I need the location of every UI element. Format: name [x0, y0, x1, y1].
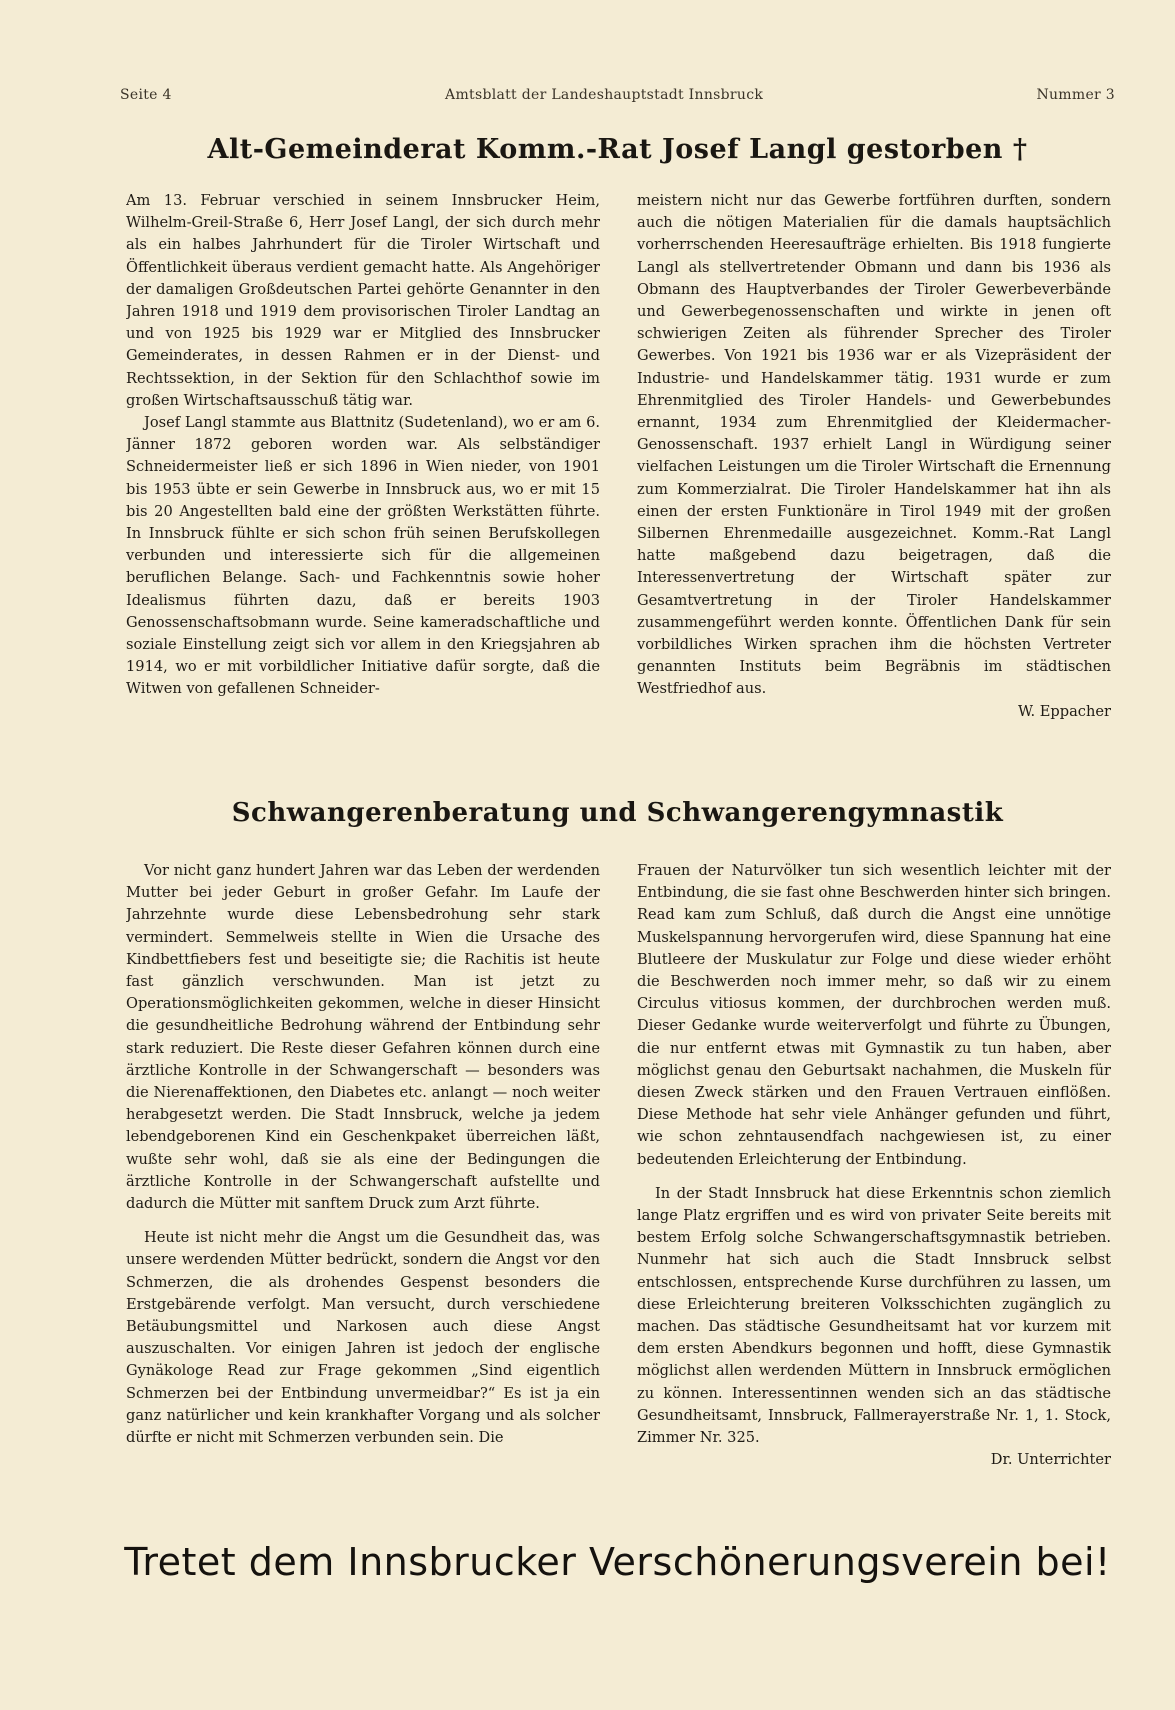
issue-number: Nummer 3 [1036, 87, 1115, 103]
footer-banner: Tretet dem Innsbrucker Verschönerungsverein bei! [124, 1540, 1111, 1584]
page-number: Seite 4 [120, 87, 172, 103]
column-right [637, 860, 1111, 1510]
paragraph: Josef Langl stammte aus Blattnitz (Sudetenland), wo er am 6. Jänner 1872 geboren worden war. Als selbständiger Schneidermeister ließ er sich 1896 in Wien nieder, von 1901 bis 1953 übte er sein Gewerbe in Innsbruck aus, wo er mit 15 bis 20 Angestellten bald eine der größten Werkstätten führte. In Innsbruck fühlte er sich schon früh seinen Berufskollegen verbunden und interessierte sich für die allgemeinen beruflichen Belange. Sach- und Fachkenntnis sowie hoher Idealismus führten dazu, daß er bereits 1903 Genossenschaftsobmann wurde. Seine kameradschaftliche und soziale Einstellung zeigt sich vor allem in den Kriegsjahren ab 1914, wo er mit vorbildlicher Initiative dafür sorgte, daß die Witwen von gefallenen Schneider- [126, 414, 600, 698]
publication-title: Amtsblatt der Landeshauptstadt Innsbruck [445, 87, 764, 103]
paragraph: Am 13. Februar verschied in seinem Innsbrucker Heim, Wilhelm-Greil-Straße 6, Herr Josef Langl, der sich durch mehr als ein halbes Jahrhundert für die Tiroler Wirtschaft und Öffentlichkeit überaus verdient gemacht hatte. Als Angehöriger der damaligen Großdeutschen Partei gehörte Genannter in den Jahren 1918 und 1919 dem provisorischen Tiroler Landtag an und von 1925 bis 1929 war er Mitglied des Innsbrucker Gemeinderates, in dessen Rahmen er in der Dienst- und Rechtssektion, in der Sektion für den Schlachthof sowie im großen Wirtschaftsausschuß tätig war. [126, 192, 600, 409]
column-right [637, 190, 1111, 750]
paragraph: meistern nicht nur das Gewerbe fortführen durften, sondern auch die nötigen Materialien für die damals hauptsächlich vorherrschenden Heeresaufträge erhielten. Bis 1918 fungierte Langl als stellvertretender Obmann und dann bis 1936 als Obmann des Hauptverbandes der Tiroler Gewerbeverbände und Gewerbegenossenschaften und wirkte in jenen oft schwierigen Zeiten als führender Sprecher des Tiroler Gewerbes. Von 1921 bis 1936 war er als Vizepräsident der Industrie- und Handelskammer tätig. 1931 wurde er zum Ehrenmitglied des Tiroler Handels- und Gewerbebundes ernannt, 1934 zum Ehrenmitglied der Kleidermacher-Genossenschaft. 1937 erhielt Langl in Würdigung seiner vielfachen Leistungen um die Tiroler Wirtschaft die Ernennung zum Kommerzialrat. Die Tiroler Handelskammer hat ihn als einen der ersten Funktionäre in Tirol 1949 mit der großen Silbernen Ehrenmedaille ausgezeichnet. Komm.-Rat Langl hatte maßgebend dazu beigetragen, daß die Interessenvertretung der Wirtschaft später zur Gesamtvertretung in der Tiroler Handelskammer zusammengeführt werden konnte. Öffentlichen Dank für sein vorbildliches Wirken sprachen ihm die höchsten Vertreter genannten Instituts beim Begräbnis im städtischen Westfriedhof aus. [637, 192, 1111, 698]
paragraph: In der Stadt Innsbruck hat diese Erkenntnis schon ziemlich lange Platz ergriffen und es wird von privater Seite bereits mit bestem Erfolg solche Schwangerschaftsgymnastik betrieben. Nunmehr hat sich auch die Stadt Innsbruck selbst entschlossen, entsprechende Kurse durchführen zu lassen, um diese Erleichterung breiteren Volksschichten zugänglich zu machen. Das städtische Gesundheitsamt hat vor kurzem mit dem ersten Abendkurs begonnen und hofft, diese Gymnastik möglichst allen werdenden Müttern in Innsbruck ermöglichen zu können. Interessentinnen wenden sich an das städtische Gesundheitsamt, Innsbruck, Fallmerayerstraße Nr. 1, 1. Stock, Zimmer Nr. 325. [637, 1184, 1111, 1447]
running-header [120, 84, 1115, 106]
article-title-pregnancy: Schwangerenberatung und Schwangerengymnastik [231, 798, 1004, 828]
paragraph: Vor nicht ganz hundert Jahren war das Leben der werdenden Mutter bei jeder Geburt in großer Gefahr. Im Laufe der Jahrzehnte wurde diese Lebensbedrohung sehr stark vermindert. Semmelweis stellte in Wien die Ursache des Kindbettfiebers fest und beseitigte sie; die Rachitis ist heute fast gänzlich verschwunden. Man ist jetzt zu Operationsmöglichkeiten gekommen, welche in dieser Hinsicht die gesundheitliche Bedrohung während der Entbindung sehr stark reduziert. Die Reste dieser Gefahren können durch eine ärztliche Kontrolle in der Schwangerschaft — besonders was die Nierenaffektionen, den Diabetes etc. anlangt — noch weiter herabgesetzt werden. Die Stadt Innsbruck, welche ja jedem lebendgeborenen Kind ein Geschenkpaket überreichen läßt, wußte sehr wohl, daß sie als eine der Bedingungen die ärztliche Kontrolle in der Schwangerschaft aufstellte und dadurch die Mütter mit sanftem Druck zum Arzt führte. [126, 862, 600, 1213]
author-signature: W. Eppacher [1018, 702, 1111, 720]
paragraph: Frauen der Naturvölker tun sich wesentlich leichter mit der Entbindung, die sie fast ohne Beschwerden hinter sich bringen. Read kam zum Schluß, daß durch die Angst eine unnötige Muskelspannung hervorgerufen wird, diese Spannung hat eine Blutleere der Muskulatur zur Folge und diese wieder erhöht die Beschwerden noch immer mehr, so daß wir zu einem Circulus vitiosus kommen, der durchbrochen werden muß. Dieser Gedanke wurde weiterverfolgt und führte zu Übungen, die nur entfernt etwas mit Gymnastik zu tun haben, aber möglichst genau den Geburtsakt nachahmen, die Muskeln für diesen Zweck stärken und den Frauen Vertrauen einflößen. Diese Methode hat sehr viele Anhänger gefunden und führt, wie schon zehntausendfach nachgewiesen ist, zu einer bedeutenden Erleichterung der Entbindung. [637, 862, 1111, 1168]
author-signature: Dr. Unterrichter [990, 1451, 1111, 1469]
article-title-obituary: Alt-Gemeinderat Komm.-Rat Josef Langl gestorben † [207, 134, 1028, 165]
article-body-obituary [126, 190, 1111, 750]
article-body-pregnancy [126, 860, 1111, 1510]
column-left [126, 190, 600, 750]
paragraph: Heute ist nicht mehr die Angst um die Gesundheit das, was unsere werdenden Mütter bedrückt, sondern die Angst vor den Schmerzen, die als drohendes Gespenst besonders die Erstgebärende verfolgt. Man versucht, durch verschiedene Betäubungsmittel und Narkosen auch diese Angst auszuschalten. Vor einigen Jahren ist jedoch der englische Gynäkologe Read zur Frage gekommen „Sind eigentlich Schmerzen bei der Entbindung unvermeidbar?“ Es ist ja ein ganz natürlicher und kein krankhafter Vorgang und als solcher dürfte er nicht mit Schmerzen verbunden sein. Die [126, 1229, 600, 1447]
column-left [126, 860, 600, 1510]
